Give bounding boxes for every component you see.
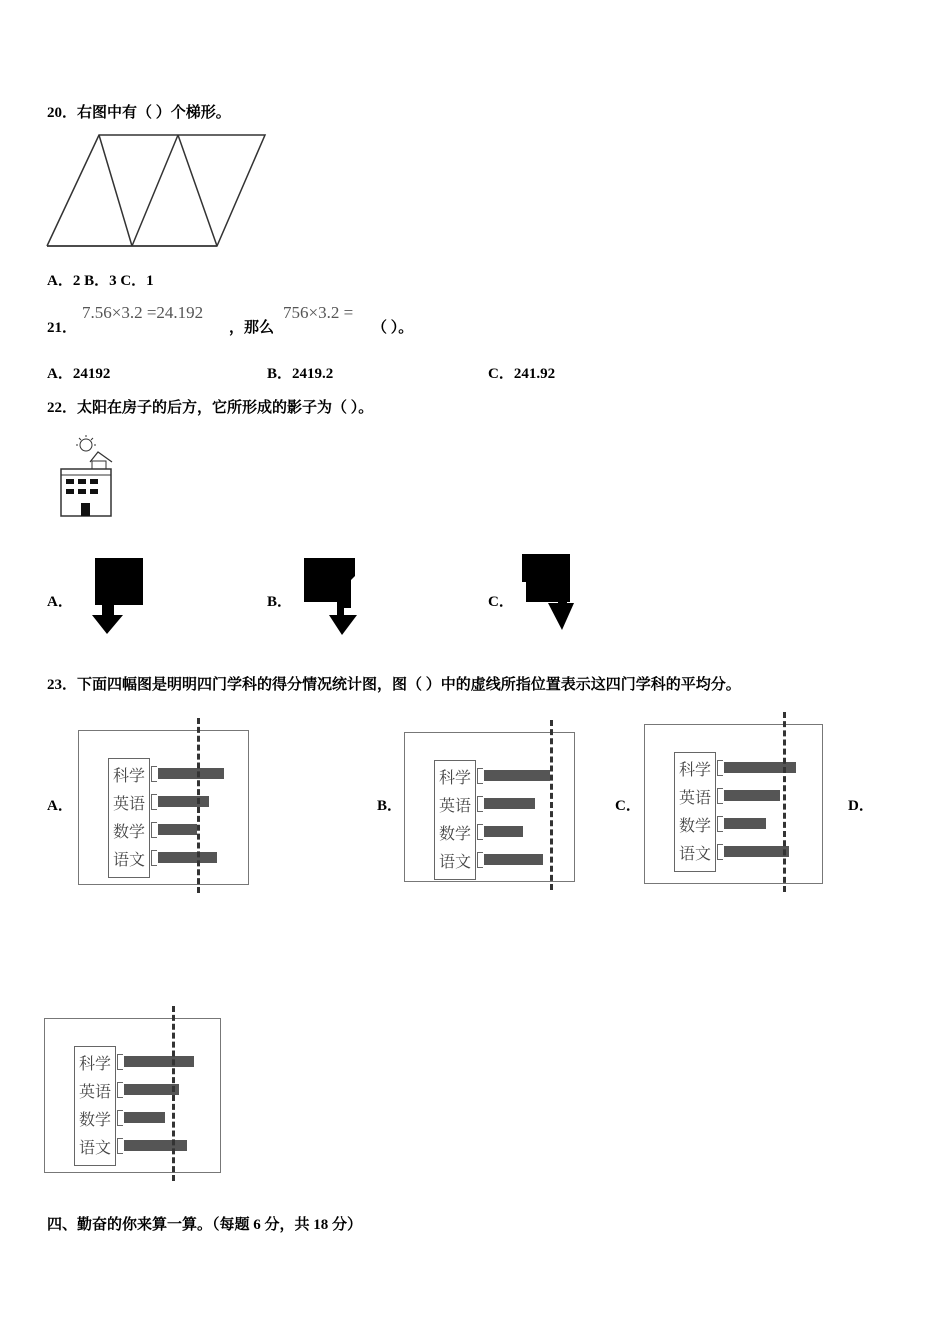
label-bracket: [151, 850, 157, 866]
score-bar: [724, 818, 766, 829]
q23-option-b: B．: [377, 798, 403, 814]
label-bracket: [117, 1054, 123, 1070]
q21-option-b: B．2419.2: [267, 366, 334, 382]
subject-label: 英语: [78, 1082, 111, 1101]
q21-expression-asked: 756×3.2 =: [283, 303, 354, 322]
score-bar: [158, 796, 209, 807]
subject-label: 科学: [438, 768, 471, 787]
label-bracket: [117, 1110, 123, 1126]
q20-options: A．2 B．3 C．1: [47, 273, 154, 289]
section4-title: 四、勤奋的你来算一算。（每题 6 分，共 18 分）: [47, 1217, 363, 1233]
q21-number: 21．: [47, 320, 78, 336]
chart-a[interactable]: [78, 718, 250, 893]
score-bar: [158, 768, 224, 779]
score-bar: [484, 826, 523, 837]
subject-label: 数学: [438, 824, 471, 843]
label-bracket: [717, 844, 723, 860]
label-bracket: [477, 824, 483, 840]
chart-b[interactable]: [404, 720, 576, 890]
q20-stem: 20．右图中有（ ）个梯形。: [47, 105, 231, 121]
chart-d[interactable]: [44, 1006, 222, 1181]
subject-label-box: [74, 1046, 116, 1166]
label-bracket: [477, 852, 483, 868]
subject-label: 语文: [112, 850, 145, 869]
score-bar: [124, 1056, 194, 1067]
chart-frame: [644, 724, 823, 884]
subject-label: 科学: [78, 1054, 111, 1073]
label-bracket: [117, 1138, 123, 1154]
score-bar: [124, 1140, 187, 1151]
q21-option-c: C．241.92: [488, 366, 556, 382]
subject-label: 科学: [112, 766, 145, 785]
subject-label: 语文: [78, 1138, 111, 1157]
label-bracket: [717, 760, 723, 776]
subject-label: 数学: [78, 1110, 111, 1129]
q23-option-d: D．: [848, 798, 874, 814]
subject-label: 英语: [438, 796, 471, 815]
subject-label-box: [434, 760, 476, 880]
subject-label: 英语: [678, 788, 711, 807]
q23-stem: 23．下面四幅图是明明四门学科的得分情况统计图，图（ ）中的虚线所指位置表示这四门学科的平均分。: [47, 677, 741, 693]
q21-connector: ，那么: [229, 320, 275, 336]
average-dashed-line: [783, 712, 786, 892]
score-bar: [158, 852, 217, 863]
shadow-option-c[interactable]: [520, 554, 590, 634]
label-bracket: [151, 766, 157, 782]
q22-option-a: A．: [47, 594, 73, 610]
subject-label-box: [674, 752, 716, 872]
score-bar: [724, 790, 780, 801]
score-bar: [484, 798, 535, 809]
q23-option-a: A．: [47, 798, 73, 814]
label-bracket: [477, 796, 483, 812]
score-bar: [484, 854, 543, 865]
average-dashed-line: [550, 720, 553, 890]
subject-label: 数学: [678, 816, 711, 835]
score-bar: [158, 824, 197, 835]
q21-blank: （ ）。: [372, 320, 414, 336]
shadow-option-a[interactable]: [92, 558, 152, 638]
subject-label-box: [108, 758, 150, 878]
score-bar: [724, 846, 789, 857]
score-bar: [124, 1084, 179, 1095]
average-dashed-line: [172, 1006, 175, 1181]
label-bracket: [151, 794, 157, 810]
q22-stem: 22．太阳在房子的后方，它所形成的影子为（ ）。: [47, 400, 374, 416]
label-bracket: [117, 1082, 123, 1098]
subject-label: 数学: [112, 822, 145, 841]
subject-label: 语文: [438, 852, 471, 871]
label-bracket: [717, 816, 723, 832]
q23-option-c: C．: [615, 798, 641, 814]
q22-option-c: C．: [488, 594, 514, 610]
label-bracket: [717, 788, 723, 804]
label-bracket: [151, 822, 157, 838]
q21-option-a: A．24192: [47, 366, 111, 382]
subject-label: 科学: [678, 760, 711, 779]
shadow-option-b[interactable]: [304, 558, 374, 638]
q22-option-b: B．: [267, 594, 293, 610]
chart-c[interactable]: [644, 712, 824, 892]
average-dashed-line: [197, 718, 200, 893]
subject-label: 英语: [112, 794, 145, 813]
house-with-sun-figure: [56, 435, 116, 520]
subject-label: 语文: [678, 844, 711, 863]
trapezoid-figure: [44, 132, 274, 252]
label-bracket: [477, 768, 483, 784]
q21-expression-given: 7.56×3.2 =24.192: [82, 303, 204, 322]
score-bar: [484, 770, 550, 781]
score-bar: [124, 1112, 165, 1123]
